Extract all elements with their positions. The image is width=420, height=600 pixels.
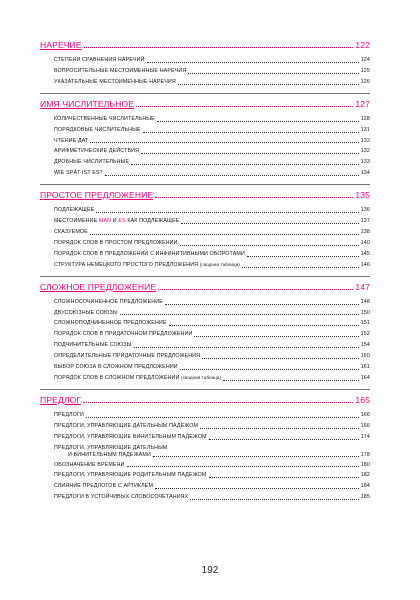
section-page: 135	[355, 190, 370, 201]
entry-title: ОБОЗНАЧЕНИЕ ВРЕМЕНИ	[54, 461, 125, 468]
section-page: 122	[355, 40, 370, 50]
section-heading[interactable]	[40, 395, 370, 406]
entry-page: 133	[360, 159, 370, 166]
toc-entry[interactable]	[54, 373, 370, 384]
toc-entry[interactable]	[54, 157, 370, 168]
entry-page: 174	[360, 433, 370, 440]
entry-title: ПОДЛЕЖАЩЕЕ	[54, 207, 95, 214]
dot-leader	[200, 427, 359, 429]
entry-title-continuation	[54, 452, 370, 460]
toc-entry[interactable]	[54, 362, 370, 373]
dot-leader	[190, 498, 358, 500]
entry-title: ОПРЕДЕЛИТЕЛЬНЫЕ ПРИДАТОЧНЫЕ ПРЕДЛОЖЕНИЯ	[54, 353, 201, 360]
toc-entry[interactable]	[54, 249, 370, 260]
toc-entry[interactable]	[54, 421, 370, 432]
entry-title-line2: И ВИНИТЕЛЬНЫМ ПАДЕЖАМИ	[68, 452, 151, 459]
section-entries	[54, 114, 370, 179]
dot-leader	[83, 401, 353, 403]
dot-leader	[178, 83, 359, 85]
entry-page: 148	[360, 298, 370, 305]
dot-leader	[131, 163, 359, 165]
dot-leader	[141, 152, 359, 154]
entry-title-part: И	[111, 218, 119, 225]
entry-title: ПРЕДЛОГИ, УПРАВЛЯЮЩИЕ ДАТЕЛЬНЫМ	[54, 444, 168, 451]
entry-title: ДВУСОЮЗНЫЕ СОЮЗЫ	[54, 309, 118, 316]
entry-page: 160	[360, 353, 370, 360]
entry-page: 132	[360, 137, 370, 144]
section-entries	[54, 205, 370, 270]
toc-entry[interactable]	[54, 410, 370, 421]
entry-title-part: МЕСТОИМЕНИЕ	[54, 218, 99, 225]
toc-entry[interactable]	[54, 297, 370, 308]
dot-leader	[155, 196, 353, 198]
toc-entry[interactable]	[54, 205, 370, 216]
entry-title: ПОРЯДОК СЛОВ В СЛОЖНОМ ПРЕДЛОЖЕНИИ	[54, 374, 180, 381]
entry-title: ПОРЯДОК СЛОВ В ПРОСТОМ ПРЕДЛОЖЕНИИ	[54, 239, 178, 246]
entry-title: WIE SPÄT IST ES?	[54, 170, 103, 177]
entry-page: 140	[360, 239, 370, 246]
entry-title: ПРЕДЛОГИ В УСТОЙЧИВЫХ СЛОВОСОЧЕТАНИЯХ	[54, 494, 189, 501]
entry-title: КОЛИЧЕСТВЕННЫЕ ЧИСЛИТЕЛЬНЫЕ	[54, 115, 155, 122]
dot-leader	[158, 288, 353, 290]
entry-page: 154	[360, 342, 370, 349]
section-title: ПРОСТОЕ ПРЕДЛОЖЕНИЕ	[40, 190, 154, 201]
toc-entry[interactable]	[54, 260, 370, 271]
entry-page: 178	[360, 452, 370, 459]
entry-page: 145	[360, 250, 370, 257]
dot-leader	[136, 105, 353, 107]
dot-leader	[134, 346, 359, 348]
section-divider	[40, 184, 370, 185]
entry-title: АРИФМЕТИЧЕСКИЕ ДЕЙСТВИЯ	[54, 148, 140, 155]
toc-entry[interactable]	[54, 443, 370, 460]
toc-entry[interactable]	[54, 66, 370, 77]
entry-title: ПРЕДЛОГИ	[54, 411, 84, 418]
entry-title: ПОРЯДОК СЛОВ В ПРЕДЛОЖЕНИИ С ИНФИНИТИВНЫМИ ОБОРОТАМИ	[54, 250, 245, 257]
entry-page: 125	[360, 67, 370, 74]
keyword-man: MAN	[98, 218, 112, 225]
entry-page: 166	[360, 422, 370, 429]
entry-page: 164	[360, 374, 370, 381]
toc-section	[40, 99, 370, 179]
entry-page: 184	[360, 483, 370, 490]
dot-leader	[247, 255, 359, 257]
toc-entry[interactable]	[54, 227, 370, 238]
toc-entry[interactable]	[54, 125, 370, 136]
entry-page: 137	[360, 218, 370, 225]
dot-leader	[155, 487, 359, 489]
entry-page: 134	[360, 170, 370, 177]
section-title: НАРЕЧИЕ	[40, 40, 82, 50]
section-heading[interactable]	[40, 40, 370, 51]
entry-title: ПОДЧИНИТЕЛЬНЫЕ СОЮЗЫ	[54, 342, 132, 349]
entry-page: 132	[360, 148, 370, 155]
section-title: ИМЯ ЧИСЛИТЕЛЬНОЕ	[40, 98, 135, 109]
dot-leader	[180, 244, 359, 246]
entry-title: ПРЕДЛОГИ, УПРАВЛЯЮЩИЕ РОДИТЕЛЬНЫМ ПАДЕЖОМ	[54, 472, 207, 479]
toc-entry[interactable]	[54, 481, 370, 492]
entry-page: 166	[360, 411, 370, 418]
entry-page: 180	[360, 461, 370, 468]
entry-note: (сводная таблица)	[199, 261, 240, 267]
entry-page: 136	[360, 207, 370, 214]
toc-entry[interactable]	[54, 238, 370, 249]
section-title: ПРЕДЛОГ	[40, 394, 82, 405]
toc-section	[40, 395, 370, 503]
dot-leader	[223, 379, 359, 381]
page-number: 192	[201, 565, 219, 576]
section-heading[interactable]	[40, 190, 370, 201]
toc-entry[interactable]	[54, 460, 370, 471]
dot-leader	[209, 438, 359, 440]
entry-title: СКАЗУЕМОЕ	[54, 228, 88, 235]
entry-title: ДРОБНЫЕ ЧИСЛИТЕЛЬНЫЕ	[54, 159, 130, 166]
entry-page: 152	[360, 331, 370, 338]
toc-entry[interactable]	[54, 351, 370, 362]
dot-leader	[86, 416, 359, 418]
section-title: СЛОЖНОЕ ПРЕДЛОЖЕНИЕ	[40, 281, 157, 292]
dot-leader	[157, 120, 359, 122]
toc-entry[interactable]	[54, 77, 370, 88]
section-heading[interactable]	[40, 282, 370, 293]
entry-title: ВОПРОСИТЕЛЬНЫЕ МЕСТОИМЕННЫЕ НАРЕЧИЯ	[54, 67, 187, 74]
entry-title: СТРУКТУРА НЕМЕЦКОГО ПРОСТОГО ПРЕДЛОЖЕНИЯ	[54, 261, 199, 268]
entry-title: УКАЗАТЕЛЬНЫЕ МЕСТОИМЕННЫЕ НАРЕЧИЯ	[54, 78, 176, 85]
toc-entry[interactable]	[54, 55, 370, 66]
dot-leader	[96, 211, 358, 213]
dot-leader	[180, 368, 359, 370]
dot-leader	[188, 72, 358, 74]
entry-page: 182	[360, 472, 370, 479]
dot-leader	[209, 476, 359, 478]
toc-entry[interactable]	[54, 340, 370, 351]
entry-title: ПРЕДЛОГИ, УПРАВЛЯЮЩИЕ ДАТЕЛЬНЫМ ПАДЕЖОМ	[54, 422, 199, 429]
entry-title	[54, 216, 179, 227]
section-divider	[40, 276, 370, 277]
toc-section	[40, 40, 370, 88]
toc-entry[interactable]	[54, 308, 370, 319]
entry-page: 131	[360, 126, 370, 133]
section-entries	[54, 55, 370, 88]
entry-title: СЛИЯНИЕ ПРЕДЛОГОВ С АРТИКЛЕМ	[54, 483, 154, 490]
entry-page: 146	[360, 261, 370, 268]
entry-title: ВЫБОР СОЮЗА В СЛОЖНОМ ПРЕДЛОЖЕНИИ	[54, 364, 178, 371]
toc-entry[interactable]	[54, 216, 370, 227]
toc-entry[interactable]	[54, 492, 370, 503]
section-page: 165	[355, 394, 370, 405]
dot-leader	[169, 324, 359, 326]
toc-entry[interactable]	[54, 168, 370, 179]
dot-leader	[105, 174, 359, 176]
entry-page: 150	[360, 309, 370, 316]
dot-leader	[127, 465, 359, 467]
entry-page: 161	[360, 364, 370, 371]
entry-page: 128	[360, 115, 370, 122]
section-heading[interactable]	[40, 99, 370, 110]
entry-page: 138	[360, 228, 370, 235]
entry-title: СЛОЖНОСОЧИНЕННОЕ ПРЕДЛОЖЕНИЕ	[54, 298, 163, 305]
dot-leader	[84, 46, 354, 48]
section-entries	[54, 410, 370, 503]
section-entries	[54, 297, 370, 384]
dot-leader	[153, 455, 359, 457]
dot-leader	[202, 357, 358, 359]
section-page: 127	[355, 98, 370, 109]
dot-leader	[242, 266, 359, 268]
dot-leader	[90, 233, 359, 235]
toc-entry[interactable]	[54, 146, 370, 157]
toc-entry[interactable]	[54, 114, 370, 125]
toc-section	[40, 282, 370, 384]
entry-page: 185	[360, 494, 370, 501]
dot-leader	[90, 141, 358, 143]
dot-leader	[194, 335, 358, 337]
toc-section	[40, 190, 370, 270]
entry-title: ПРЕДЛОГИ, УПРАВЛЯЮЩИЕ ВИНИТЕЛЬНЫМ ПАДЕЖОМ	[54, 433, 207, 440]
dot-leader	[143, 131, 359, 133]
dot-leader	[147, 61, 359, 63]
table-of-contents	[40, 40, 370, 503]
entry-page: 151	[360, 320, 370, 327]
section-divider	[40, 389, 370, 390]
entry-page: 126	[360, 78, 370, 85]
toc-entry[interactable]	[54, 329, 370, 340]
section-divider	[40, 93, 370, 94]
toc-entry[interactable]	[54, 470, 370, 481]
dot-leader	[165, 303, 359, 305]
entry-title: ПОРЯДКОВЫЕ ЧИСЛИТЕЛЬНЫЕ	[54, 126, 141, 133]
entry-title: СЛОЖНОПОДЧИНЕННОЕ ПРЕДЛОЖЕНИЕ	[54, 320, 167, 327]
entry-title: СТЕПЕНИ СРАВНЕНИЯ НАРЕЧИЙ	[54, 57, 145, 63]
entry-title-part: КАК ПОДЛЕЖАЩЕЕ	[125, 218, 180, 225]
entry-page: 124	[360, 57, 370, 63]
toc-entry[interactable]	[54, 136, 370, 147]
entry-title: ПОРЯДОК СЛОВ В ПРИДАТОЧНОМ ПРЕДЛОЖЕНИИ	[54, 331, 193, 338]
toc-entry[interactable]	[54, 318, 370, 329]
entry-title: ЧТЕНИЕ ДАТ	[54, 137, 89, 144]
dot-leader	[181, 222, 358, 224]
toc-entry[interactable]	[54, 432, 370, 443]
dot-leader	[120, 313, 359, 315]
section-page: 147	[355, 281, 370, 292]
entry-note: (сводная таблица)	[181, 374, 222, 380]
keyword-es: ES	[118, 218, 126, 225]
